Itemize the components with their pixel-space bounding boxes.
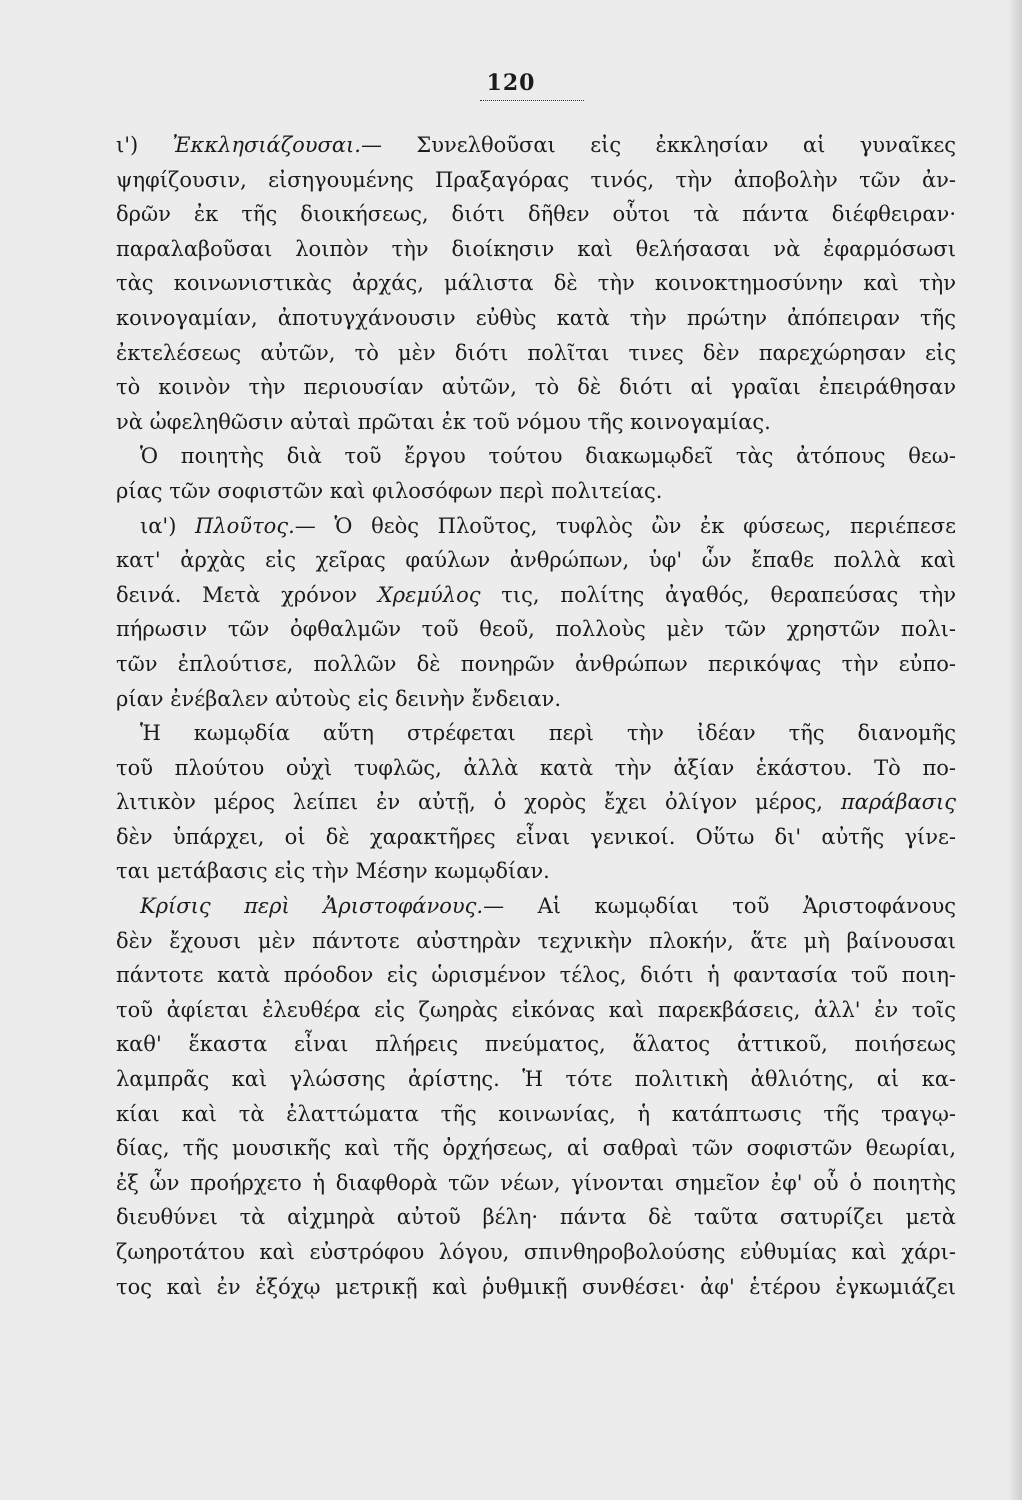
text-line (116, 1131, 956, 1166)
text-line (116, 889, 956, 924)
line-text: τοῦ πλούτου οὐχὶ τυφλῶς, ἀλλὰ κατὰ τὴν ἀξίαν ἑκάστου. Τὸ πο- (116, 755, 956, 780)
text-line (116, 128, 956, 163)
line-text: δὲν ὑπάρχει, οἱ δὲ χαρακτῆρες εἶναι γενικοί. Οὕτω δι' αὐτῆς γίνε- (116, 824, 956, 849)
line-text: ψηφίζουσιν, εἰσηγουμένης Πραξαγόρας τινός, τὴν ἀποβολὴν τῶν ἀν- (116, 167, 956, 192)
line-text: καθ' ἕκαστα εἶναι πλήρεις πνεύματος, ἅλατος ἀττικοῦ, ποιήσεως (116, 1032, 956, 1057)
text-line (116, 232, 956, 267)
line-text: ἐκτελέσεως αὐτῶν, τὸ μὲν διότι πολῖται τινες δὲν παρεχώρησαν εἰς (116, 340, 956, 365)
line-text: κατ' ἀρχὰς εἰς χεῖρας φαύλων ἀνθρώπων, ὑφ' ὧν ἔπαθε πολλὰ καὶ (116, 548, 956, 573)
text-line (116, 578, 956, 613)
italic-word: παράβασις (840, 790, 956, 815)
text-line (116, 543, 956, 578)
text-line (116, 647, 956, 682)
text-line (116, 163, 956, 198)
line-text: τῶν ἐπλούτισε, πολλῶν δὲ πονηρῶν ἀνθρώπων περικόψας τὴν εὐπο- (116, 651, 956, 676)
line-text: ρίαν ἐνέβαλεν αὐτοὺς εἰς δεινὴν ἔνδειαν. (116, 686, 561, 711)
page-number: 120 (486, 70, 536, 96)
text-line (116, 1097, 956, 1132)
line-text: τὸ κοινὸν τὴν περιουσίαν αὐτῶν, τὸ δὲ διότι αἱ γραῖαι ἐπειράθησαν (116, 375, 956, 400)
text-line (116, 820, 956, 855)
line-text: τὰς κοινωνιστικὰς ἀρχάς, μάλιστα δὲ τὴν κοινοκτημοσύνην καὶ τὴν (116, 271, 956, 296)
italic-word: Χρεμύλος (377, 582, 481, 607)
text-line (116, 370, 956, 405)
text-line (116, 716, 956, 751)
section-number: ι') (116, 133, 173, 157)
text-line (116, 612, 956, 647)
line-text: ζωηροτάτου καὶ εὐστρόφου λόγου, σπινθηροβολούσης εὐθυμίας καὶ χάρι- (116, 1240, 956, 1264)
line-text: — Ὁ θεὸς Πλοῦτος, τυφλὸς ὢν ἐκ φύσεως, περιέπεσε (294, 513, 956, 538)
body-text (116, 128, 956, 1304)
line-text: λιτικὸν μέρος λείπει ἐν αὐτῇ, ὁ χορὸς ἔχει ὀλίγον μέρος, παράβασις (116, 790, 956, 815)
line-text: διευθύνει τὰ αἰχμηρὰ αὐτοῦ βέλη· πάντα δὲ ταῦτα σατυρίζει μετὰ (116, 1205, 956, 1230)
text-line (116, 1027, 956, 1062)
text-line (116, 405, 956, 440)
text-line (116, 1235, 956, 1270)
text-line (116, 1062, 956, 1097)
text-line (116, 785, 956, 820)
line-text: παραλαβοῦσαι λοιπὸν τὴν διοίκησιν καὶ θελήσασαι νὰ ἐφαρμόσωσι (116, 236, 956, 261)
line-text: πάντοτε κατὰ πρόοδον εἰς ὡρισμένον τέλος, διότι ἡ φαντασία τοῦ ποιη- (116, 963, 956, 988)
line-text: δὲν ἔχουσι μὲν πάντοτε αὐστηρὰν τεχνικὴν πλοκήν, ἅτε μὴ βαίνουσαι (116, 928, 956, 953)
line-text: πήρωσιν τῶν ὀφθαλμῶν τοῦ θεοῦ, πολλοὺς μὲν τῶν χρηστῶν πολι- (116, 617, 956, 642)
text-line (116, 439, 956, 474)
line-text: λαμπρᾶς καὶ γλώσσης ἀρίστης. Ἡ τότε πολιτικὴ ἀθλιότης, αἱ κα- (116, 1067, 956, 1092)
line-text: — Αἱ κωμῳδίαι τοῦ Ἀριστοφάνους (483, 894, 956, 919)
text-line (116, 301, 956, 336)
line-text: δρῶν ἐκ τῆς διοικήσεως, διότι δῆθεν οὗτοι τὰ πάντα διέφθειραν· (116, 202, 956, 227)
text-line (116, 1200, 956, 1235)
section-heading: Κρίσις περὶ Ἀριστοφάνους. (140, 894, 484, 919)
line-text: νὰ ὠφεληθῶσιν αὐταὶ πρῶται ἐκ τοῦ νόμου τῆς κοινογαμίας. (116, 409, 771, 434)
line-text: ἐξ ὧν προήρχετο ἡ διαφθορὰ τῶν νέων, γίνονται σημεῖον ἐφ' οὗ ὁ ποιητὴς (116, 1170, 956, 1195)
line-text: δεινά. Μετὰ χρόνον Χρεμύλος τις, πολίτης ἀγαθός, θεραπεύσας τὴν (116, 582, 956, 607)
line-text: κοινογαμίαν, ἀποτυγχάνουσιν εὐθὺς κατὰ τὴν πρώτην ἀπόπειραν τῆς (116, 305, 956, 330)
section-heading: Ἐκκλησιάζουσαι. (172, 133, 361, 157)
text-line (116, 1270, 956, 1305)
section-heading: Πλοῦτος. (195, 513, 295, 538)
text-line (116, 854, 956, 889)
text-line (116, 1166, 956, 1201)
text-line (116, 509, 956, 544)
line-text: τος καὶ ἐν ἐξόχῳ μετρικῇ καὶ ῥυθμικῇ συνθέσει· ἀφ' ἑτέρου ἐγκωμιάζει (116, 1274, 956, 1299)
line-text: Ἡ κωμῳδία αὕτη στρέφεται περὶ τὴν ἰδέαν τῆς διανομῆς (140, 721, 956, 746)
text-line (116, 682, 956, 717)
line-text: κίαι καὶ τὰ ἐλαττώματα τῆς κοινωνίας, ἡ κατάπτωσις τῆς τραγῳ- (116, 1101, 956, 1126)
line-text: ρίας τῶν σοφιστῶν καὶ φιλοσόφων περὶ πολιτείας. (116, 478, 663, 503)
text-line (116, 751, 956, 786)
line-text: ται μετάβασις εἰς τὴν Μέσην κωμῳδίαν. (116, 859, 550, 884)
text-line (116, 993, 956, 1028)
line-text: — Συνελθοῦσαι εἰς ἐκκλησίαν αἱ γυναῖκες (360, 133, 956, 157)
text-line (116, 474, 956, 509)
text-line (116, 266, 956, 301)
section-number: ια') (140, 513, 196, 538)
text-line (116, 924, 956, 959)
line-text: τοῦ ἀφίεται ἐλευθέρα εἰς ζωηρὰς εἰκόνας καὶ παρεκβάσεις, ἀλλ' ἐν τοῖς (116, 997, 956, 1022)
page-number-rule (480, 100, 584, 101)
text-line (116, 336, 956, 371)
line-text: Ὁ ποιητὴς διὰ τοῦ ἔργου τούτου διακωμῳδεῖ τὰς ἀτόπους θεω- (140, 444, 956, 469)
line-text: δίας, τῆς μουσικῆς καὶ τῆς ὀρχήσεως, αἱ σαθραὶ τῶν σοφιστῶν θεωρίαι, (116, 1136, 956, 1161)
text-line (116, 958, 956, 993)
text-line (116, 197, 956, 232)
page-edge-shadow (1008, 0, 1022, 1500)
